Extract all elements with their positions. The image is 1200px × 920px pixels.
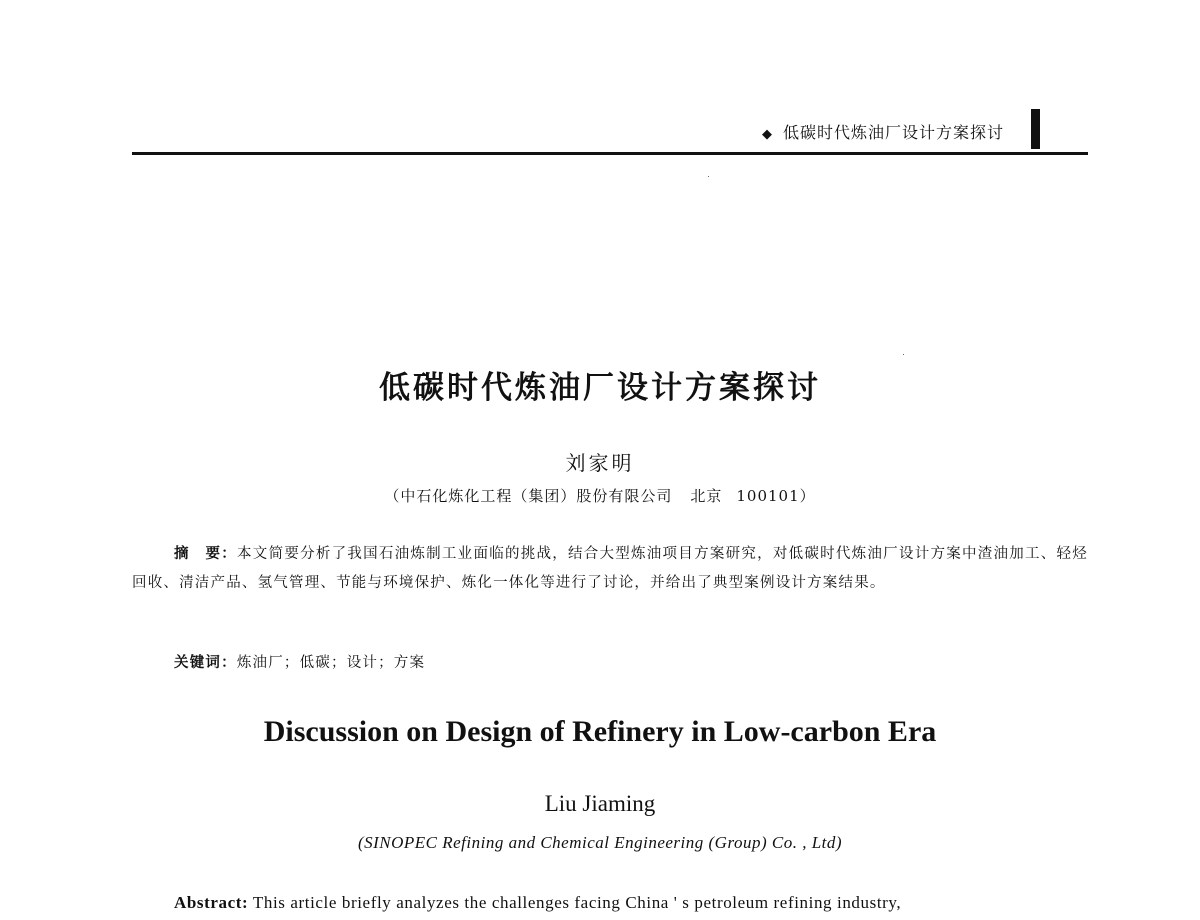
abstract-en bbox=[174, 893, 1088, 913]
abstract-label-en: Abstract: bbox=[174, 893, 249, 912]
header-bar-mark bbox=[1031, 109, 1040, 149]
abstract-text-cn: 本文简要分析了我国石油炼制工业面临的挑战，结合大型炼油项目方案研究，对低碳时代炼油厂设计方案中渣油加工、轻烃回收、清洁产品、氢气管理、节能与环境保护、炼化一体化等进行了讨论，并给出了典型案例设计方案结果。 bbox=[132, 546, 1088, 591]
page-title-en: Discussion on Design of Refinery in Low-carbon Era bbox=[263, 715, 937, 748]
scan-speck bbox=[708, 176, 709, 177]
page-title-cn: 低碳时代炼油厂设计方案探讨 bbox=[379, 370, 821, 406]
affiliation-org: （中石化炼化工程（集团）股份有限公司 bbox=[384, 487, 673, 505]
scan-speck bbox=[903, 354, 904, 355]
affiliation-en: (SINOPEC Refining and Chemical Engineering (Group) Co. , Ltd) bbox=[357, 833, 843, 852]
affiliation-city: 北京 bbox=[690, 487, 723, 505]
abstract-label-cn: 摘 要： bbox=[174, 546, 238, 562]
author-name-en: Liu Jiaming bbox=[544, 791, 656, 816]
abstract-text-en: This article briefly analyzes the challenges facing China ' s petroleum refining industry, bbox=[252, 893, 902, 912]
affiliation-cn bbox=[0, 485, 1200, 506]
affiliation-postal: 100101） bbox=[736, 487, 816, 505]
keywords-text-cn: 炼油厂；低碳；设计；方案 bbox=[236, 655, 426, 671]
author-name-cn: 刘家明 bbox=[565, 451, 635, 475]
running-header bbox=[132, 100, 1088, 155]
diamond-bullet-icon: ◆ bbox=[761, 127, 773, 142]
running-header-text bbox=[762, 120, 1004, 143]
abstract-cn bbox=[132, 540, 1088, 598]
running-header-title: 低碳时代炼油厂设计方案探讨 bbox=[782, 123, 1004, 142]
keywords-label-cn: 关键词： bbox=[174, 655, 237, 671]
keywords-cn bbox=[174, 651, 425, 672]
